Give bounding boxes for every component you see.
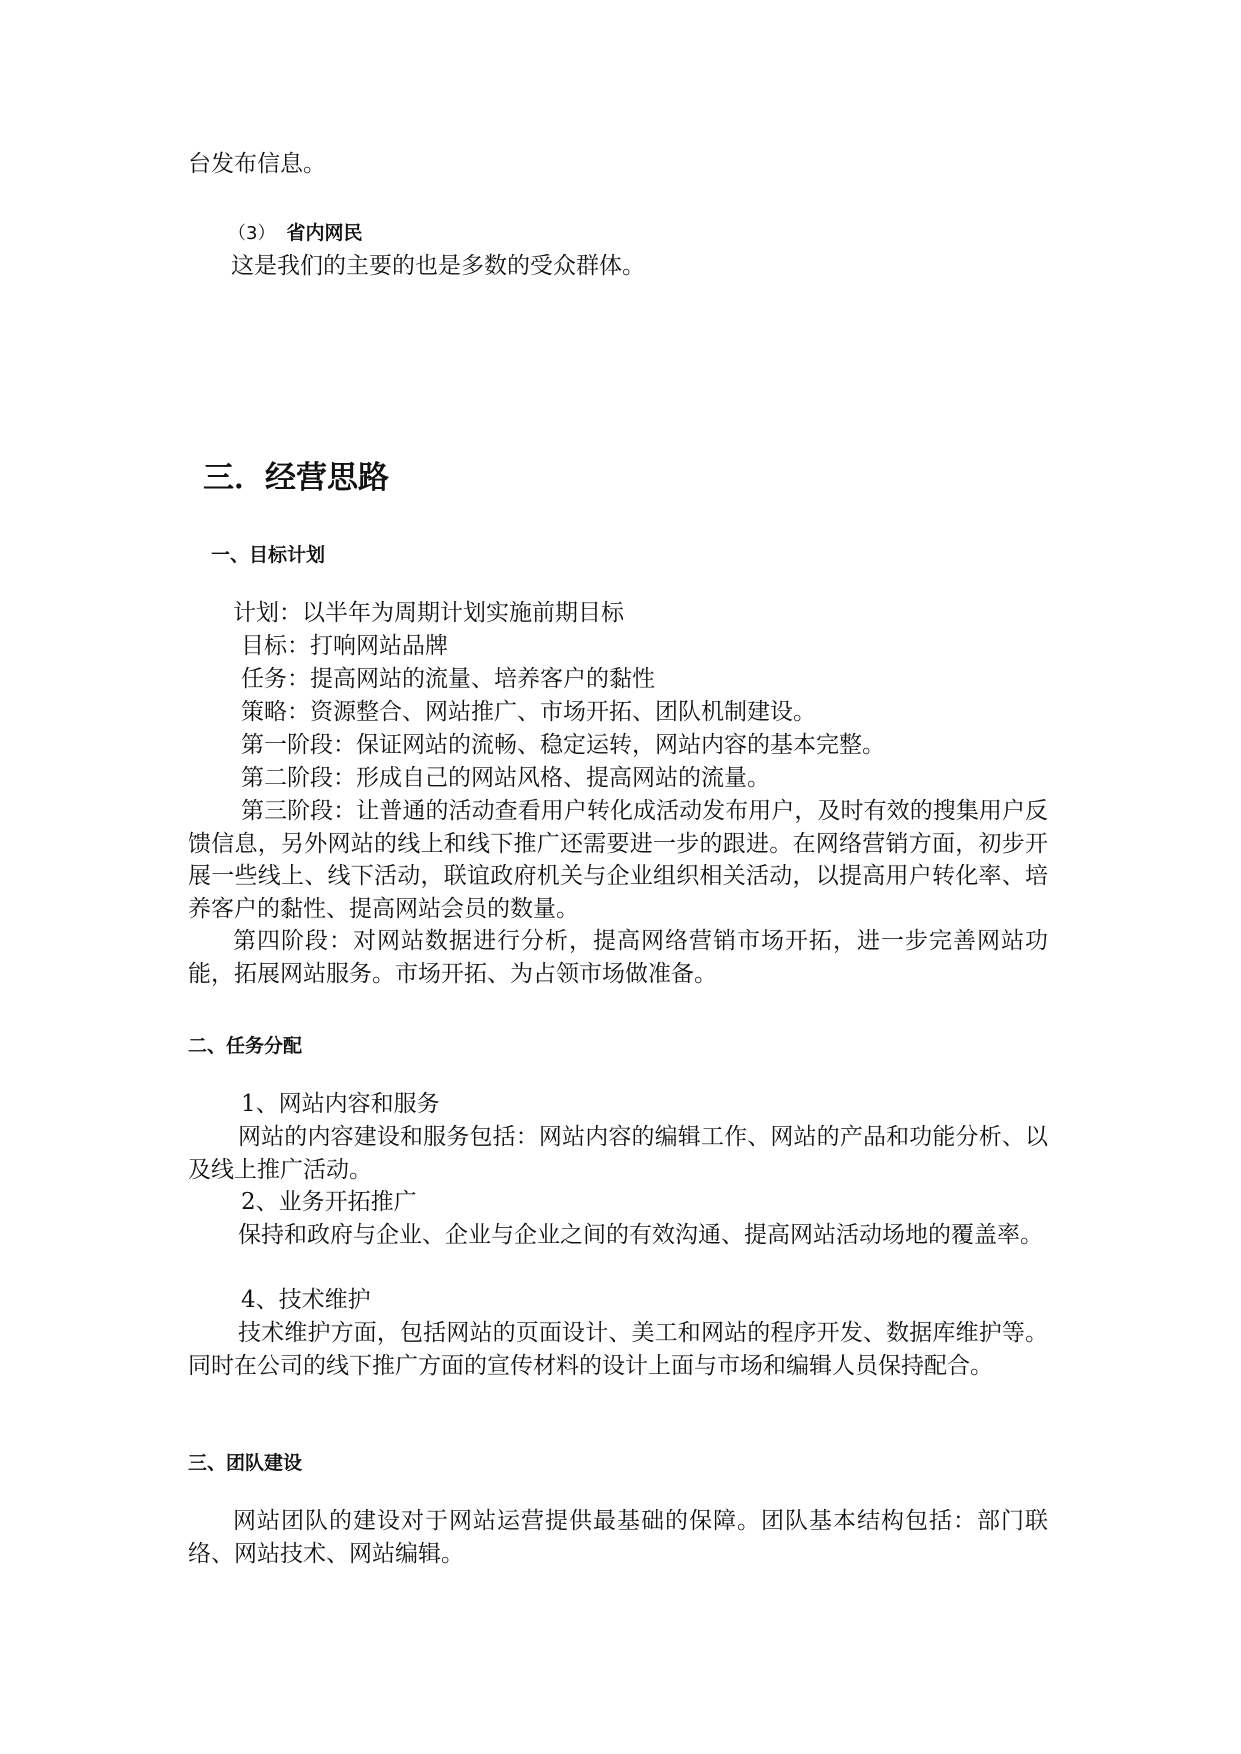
item3-desc: 这是我们的主要的也是多数的受众群体。 xyxy=(231,253,645,279)
task1-title: 1、网站内容和服务 xyxy=(241,1091,440,1117)
tasks-heading: 二、任务分配 xyxy=(188,1035,303,1057)
task4-desc: 技术维护方面，包括网站的页面设计、美工和网站的程序开发、数据库维护等。同时在公司的线下推广方面的宣传材料的设计上面与市场和编辑人员保持配合。 xyxy=(188,1320,1048,1379)
task4-title: 4、技术维护 xyxy=(241,1287,371,1313)
intro-tail: 台发布信息。 xyxy=(188,151,326,177)
team-desc: 网站团队的建设对于网站运营提供最基础的保障。团队基本结构包括：部门联络、网站技术、网站编辑。 xyxy=(188,1508,1048,1567)
item3-label: 省内网民 xyxy=(286,222,363,244)
item3-heading xyxy=(228,218,828,245)
goal-task: 任务：提高网站的流量、培养客户的黏性 xyxy=(241,666,655,692)
goal-stage4: 第四阶段：对网站数据进行分析，提高网络营销市场开拓，进一步完善网站功能，拓展网站服务。市场开拓、为占领市场做准备。 xyxy=(188,928,1048,987)
goal-heading: 一、目标计划 xyxy=(211,544,326,566)
item3-number: （3） xyxy=(228,223,276,244)
goal-stage1: 第一阶段：保证网站的流畅、稳定运转，网站内容的基本完整。 xyxy=(241,732,885,758)
goal-stage3: 第三阶段：让普通的活动查看用户转化成活动发布用户，及时有效的搜集用户反馈信息，另外网站的线上和线下推广还需要进一步的跟进。在网络营销方面，初步开展一些线上、线下活动，联谊政府机关与企业组织相关活动，以提高用户转化率、培养客户的黏性、提高网站会员的数量。 xyxy=(188,798,1048,922)
section-title: 三．经营思路 xyxy=(203,460,389,496)
goal-strategy: 策略：资源整合、网站推广、市场开拓、团队机制建设。 xyxy=(241,699,816,725)
goal-plan: 计划：以半年为周期计划实施前期目标 xyxy=(233,600,624,626)
task1-desc: 网站的内容建设和服务包括：网站内容的编辑工作、网站的产品和功能分析、以及线上推广活动。 xyxy=(188,1124,1048,1183)
team-heading: 三、团队建设 xyxy=(188,1452,303,1474)
task2-title: 2、业务开拓推广 xyxy=(241,1189,417,1215)
task2-desc: 保持和政府与企业、企业与企业之间的有效沟通、提高网站活动场地的覆盖率。 xyxy=(238,1222,1043,1248)
goal-target: 目标：打响网站品牌 xyxy=(241,633,448,659)
goal-stage2: 第二阶段：形成自己的网站风格、提高网站的流量。 xyxy=(241,765,770,791)
